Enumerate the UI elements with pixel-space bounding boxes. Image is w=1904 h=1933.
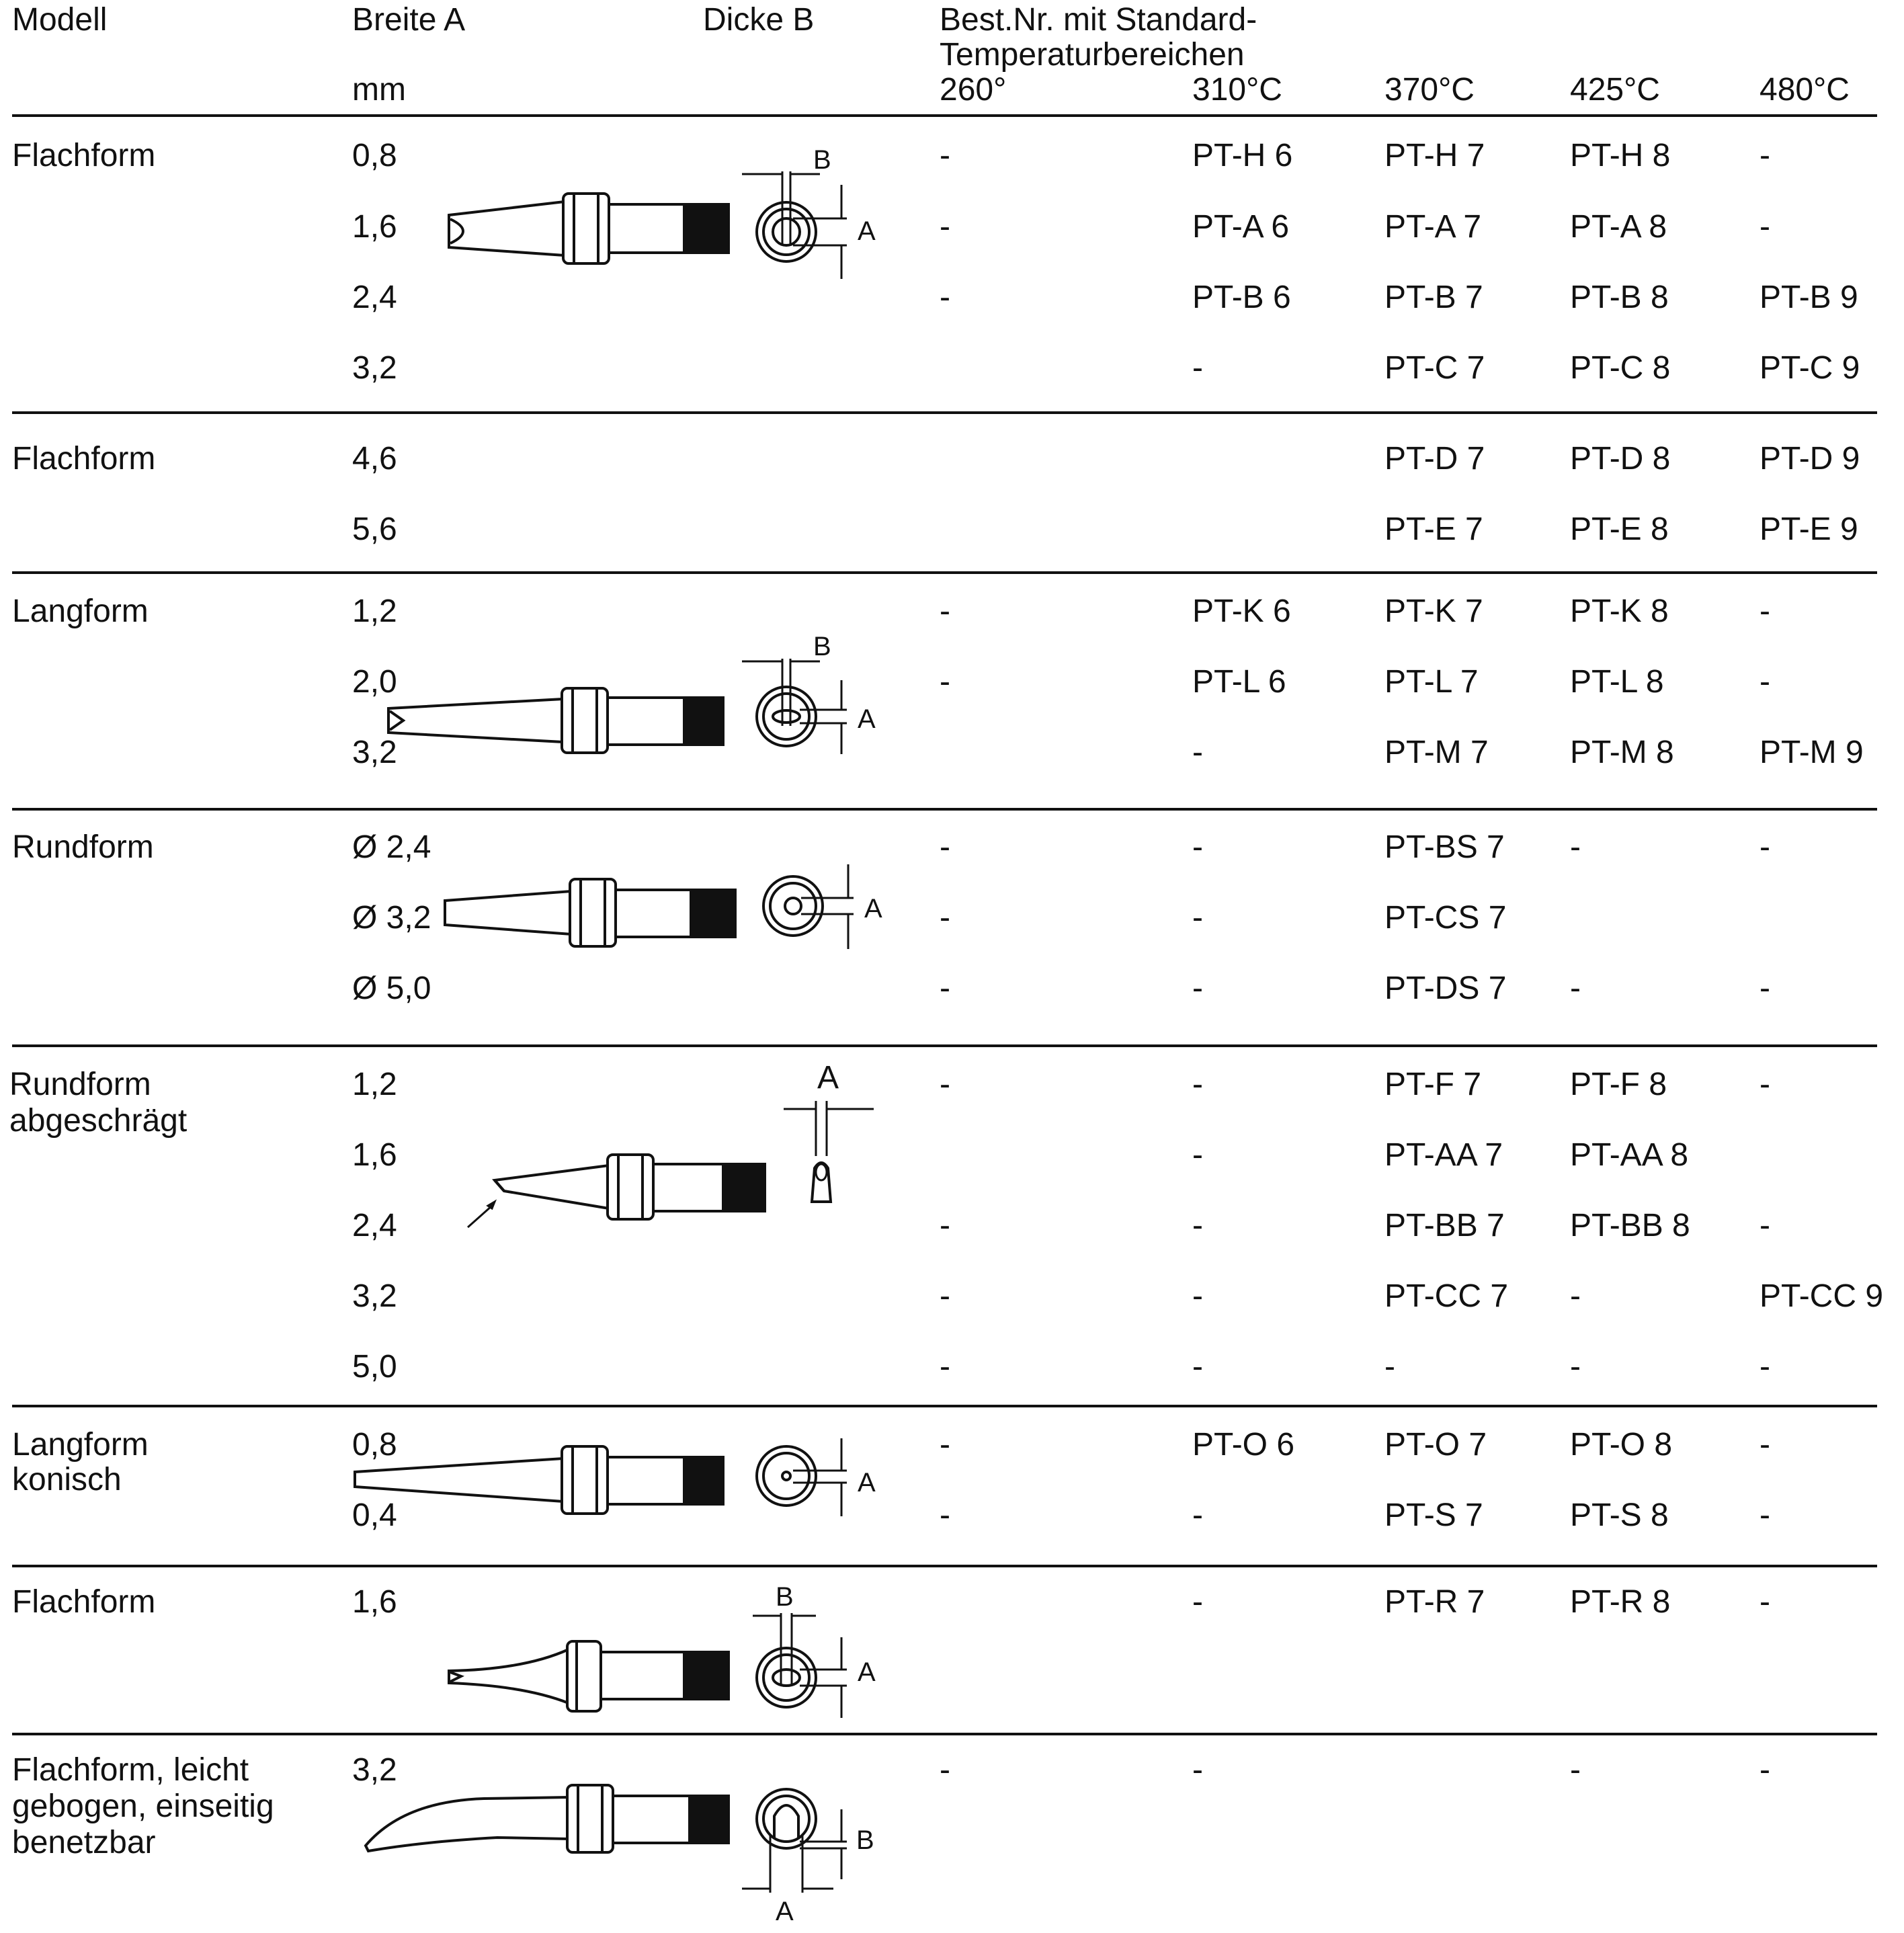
dim-label-a: A xyxy=(817,1060,839,1096)
order-cell-425: PT-A 8 xyxy=(1570,209,1667,245)
model-name: abgeschrägt xyxy=(9,1103,188,1139)
size-value: 3,2 xyxy=(352,1278,397,1314)
order-cell-260: - xyxy=(940,1497,950,1533)
model-name: Langform xyxy=(12,1427,149,1463)
size-value: 1,6 xyxy=(352,1137,397,1173)
order-cell-310: - xyxy=(1192,1137,1203,1173)
order-cell-480: - xyxy=(1760,1067,1770,1102)
order-cell-425: PT-H 8 xyxy=(1570,138,1671,173)
order-cell-310: - xyxy=(1192,1349,1203,1385)
order-cell-370: PT-R 7 xyxy=(1384,1584,1485,1620)
order-cell-260: - xyxy=(940,1278,950,1314)
order-cell-370: PT-C 7 xyxy=(1384,350,1485,386)
group-divider xyxy=(12,1044,1877,1047)
header-temp-480: 480°C xyxy=(1760,72,1850,108)
order-cell-260: - xyxy=(940,829,950,865)
group-divider xyxy=(12,1733,1877,1735)
model-name: benetzbar xyxy=(12,1825,156,1860)
order-cell-425: - xyxy=(1570,1278,1581,1314)
order-cell-425: PT-D 8 xyxy=(1570,441,1671,477)
order-cell-370: PT-DS 7 xyxy=(1384,971,1507,1006)
order-cell-425: PT-BB 8 xyxy=(1570,1208,1690,1243)
order-cell-480: - xyxy=(1760,593,1770,629)
order-cell-425: PT-F 8 xyxy=(1570,1067,1667,1102)
dim-label-b: B xyxy=(813,145,831,175)
size-value: 0,8 xyxy=(352,1427,397,1463)
group-divider xyxy=(12,808,1877,811)
model-name: Flachform xyxy=(12,138,156,173)
tip-flachform-gebogen-drawing xyxy=(444,1633,753,1721)
header-temp-425: 425°C xyxy=(1570,72,1660,108)
group-divider xyxy=(12,1405,1877,1407)
dim-label-a: A xyxy=(776,1897,794,1926)
order-cell-480: - xyxy=(1760,1497,1770,1533)
header-modell: Modell xyxy=(12,2,108,38)
header-bestnr-line2: Temperaturbereichen xyxy=(940,37,1245,73)
order-cell-260: - xyxy=(940,1067,950,1102)
order-cell-425: - xyxy=(1570,971,1581,1006)
order-cell-370: PT-CC 7 xyxy=(1384,1278,1509,1314)
order-cell-480: - xyxy=(1760,1584,1770,1620)
size-value: Ø 2,4 xyxy=(352,829,431,865)
order-cell-310: PT-B 6 xyxy=(1192,280,1291,315)
order-cell-370: PT-S 7 xyxy=(1384,1497,1483,1533)
order-cell-425: PT-R 8 xyxy=(1570,1584,1671,1620)
order-cell-260: - xyxy=(940,971,950,1006)
order-cell-370: PT-A 7 xyxy=(1384,209,1482,245)
size-value: 3,2 xyxy=(352,350,397,386)
order-cell-370: - xyxy=(1384,1349,1395,1385)
size-value: 1,6 xyxy=(352,1584,397,1620)
order-cell-480: - xyxy=(1760,1752,1770,1788)
size-value: 1,2 xyxy=(352,593,397,629)
model-name: Rundform xyxy=(12,829,154,865)
dim-label-a: A xyxy=(858,1657,876,1687)
order-cell-370: PT-BB 7 xyxy=(1384,1208,1505,1243)
header-rule xyxy=(12,114,1877,117)
size-value: 5,6 xyxy=(352,511,397,547)
order-cell-370: PT-AA 7 xyxy=(1384,1137,1503,1173)
order-cell-425: PT-M 8 xyxy=(1570,735,1674,770)
cross-section-rundform-abgeschraegt xyxy=(780,1096,880,1217)
order-cell-310: PT-L 6 xyxy=(1192,664,1286,700)
size-value: 3,2 xyxy=(352,1752,397,1788)
tip-flachform-leicht-gebogen-drawing xyxy=(356,1778,753,1866)
order-cell-425: - xyxy=(1570,1752,1581,1788)
order-cell-310: - xyxy=(1192,971,1203,1006)
order-cell-310: - xyxy=(1192,350,1203,386)
order-cell-425: - xyxy=(1570,829,1581,865)
order-cell-425: PT-B 8 xyxy=(1570,280,1669,315)
header-temp-370: 370°C xyxy=(1384,72,1475,108)
tip-langform-drawing xyxy=(383,679,746,759)
order-cell-425: PT-S 8 xyxy=(1570,1497,1669,1533)
group-divider xyxy=(12,571,1877,574)
group-divider xyxy=(12,411,1877,414)
order-cell-370: PT-K 7 xyxy=(1384,593,1483,629)
order-cell-480: PT-B 9 xyxy=(1760,280,1858,315)
order-cell-480: - xyxy=(1760,138,1770,173)
order-cell-480: - xyxy=(1760,1427,1770,1463)
size-value: 4,6 xyxy=(352,441,397,477)
order-cell-480: - xyxy=(1760,664,1770,700)
model-name: Flachform xyxy=(12,441,156,477)
order-cell-310: - xyxy=(1192,1278,1203,1314)
order-cell-370: PT-BS 7 xyxy=(1384,829,1505,865)
order-cell-480: PT-E 9 xyxy=(1760,511,1858,547)
group-divider xyxy=(12,1565,1877,1567)
order-cell-260: - xyxy=(940,209,950,245)
order-cell-480: PT-M 9 xyxy=(1760,735,1864,770)
size-value: 2,0 xyxy=(352,664,397,700)
order-cell-370: PT-D 7 xyxy=(1384,441,1485,477)
order-cell-310: - xyxy=(1192,900,1203,936)
size-value: 0,8 xyxy=(352,138,397,173)
size-value: 1,2 xyxy=(352,1067,397,1102)
order-cell-260: - xyxy=(940,593,950,629)
order-cell-480: - xyxy=(1760,209,1770,245)
order-cell-260: - xyxy=(940,664,950,700)
size-value: 2,4 xyxy=(352,280,397,315)
size-value: Ø 5,0 xyxy=(352,971,431,1006)
size-value: 1,6 xyxy=(352,209,397,245)
order-cell-310: PT-O 6 xyxy=(1192,1427,1295,1463)
tip-flachform-drawing xyxy=(444,188,753,282)
tip-langform-konisch-drawing xyxy=(349,1438,746,1519)
dim-label-b: B xyxy=(856,1825,874,1855)
size-value: 3,2 xyxy=(352,735,397,770)
dim-label-a: A xyxy=(858,1468,876,1497)
header-temp-260: 260° xyxy=(940,72,1007,108)
order-cell-310: PT-A 6 xyxy=(1192,209,1290,245)
order-cell-310: - xyxy=(1192,829,1203,865)
order-cell-480: PT-CC 9 xyxy=(1760,1278,1884,1314)
order-cell-425: PT-E 8 xyxy=(1570,511,1669,547)
order-cell-480: PT-C 9 xyxy=(1760,350,1860,386)
order-cell-310: - xyxy=(1192,1752,1203,1788)
dim-label-a: A xyxy=(864,894,882,923)
order-cell-260: - xyxy=(940,1349,950,1385)
order-cell-310: - xyxy=(1192,1208,1203,1243)
order-cell-425: PT-O 8 xyxy=(1570,1427,1673,1463)
order-cell-370: PT-E 7 xyxy=(1384,511,1483,547)
order-cell-425: - xyxy=(1570,1349,1581,1385)
model-name: Flachform xyxy=(12,1584,156,1620)
size-value: 2,4 xyxy=(352,1208,397,1243)
order-cell-370: PT-M 7 xyxy=(1384,735,1489,770)
order-cell-480: - xyxy=(1760,971,1770,1006)
order-cell-260: - xyxy=(940,1752,950,1788)
header-dicke: Dicke B xyxy=(703,2,815,38)
header-unit: mm xyxy=(352,72,406,108)
order-cell-370: PT-F 7 xyxy=(1384,1067,1482,1102)
model-name: Rundform xyxy=(9,1067,151,1102)
model-name: Langform xyxy=(12,593,149,629)
order-cell-480: - xyxy=(1760,1349,1770,1385)
order-cell-310: - xyxy=(1192,735,1203,770)
order-cell-310: PT-H 6 xyxy=(1192,138,1293,173)
order-cell-480: - xyxy=(1760,1208,1770,1243)
dim-label-a: A xyxy=(858,704,876,734)
size-value: 5,0 xyxy=(352,1349,397,1385)
order-cell-260: - xyxy=(940,1208,950,1243)
order-cell-310: PT-K 6 xyxy=(1192,593,1291,629)
size-value: 0,4 xyxy=(352,1497,397,1533)
order-cell-370: PT-H 7 xyxy=(1384,138,1485,173)
order-cell-370: PT-B 7 xyxy=(1384,280,1483,315)
order-cell-370: PT-L 7 xyxy=(1384,664,1479,700)
model-name: Flachform, leicht xyxy=(12,1752,249,1788)
order-cell-310: - xyxy=(1192,1067,1203,1102)
model-name: konisch xyxy=(12,1462,122,1497)
order-cell-370: PT-CS 7 xyxy=(1384,900,1507,936)
order-cell-260: - xyxy=(940,900,950,936)
order-cell-310: - xyxy=(1192,1584,1203,1620)
order-cell-425: PT-K 8 xyxy=(1570,593,1669,629)
header-breite: Breite A xyxy=(352,2,466,38)
model-name: gebogen, einseitig xyxy=(12,1788,274,1824)
order-cell-260: - xyxy=(940,280,950,315)
dim-label-a: A xyxy=(858,216,876,246)
order-cell-370: PT-O 7 xyxy=(1384,1427,1487,1463)
order-cell-310: - xyxy=(1192,1497,1203,1533)
dim-label-b: B xyxy=(813,632,831,661)
tip-rundform-drawing xyxy=(440,872,755,953)
order-cell-260: - xyxy=(940,138,950,173)
order-cell-425: PT-L 8 xyxy=(1570,664,1664,700)
order-cell-425: PT-C 8 xyxy=(1570,350,1671,386)
tip-rundform-abgeschraegt-drawing xyxy=(464,1143,786,1230)
header-bestnr-line1: Best.Nr. mit Standard- xyxy=(940,2,1257,38)
header-temp-310: 310°C xyxy=(1192,72,1282,108)
order-cell-260: - xyxy=(940,1427,950,1463)
order-cell-480: - xyxy=(1760,829,1770,865)
order-cell-480: PT-D 9 xyxy=(1760,441,1860,477)
order-cell-425: PT-AA 8 xyxy=(1570,1137,1689,1173)
dim-label-b: B xyxy=(776,1582,794,1612)
size-value: Ø 3,2 xyxy=(352,900,431,936)
